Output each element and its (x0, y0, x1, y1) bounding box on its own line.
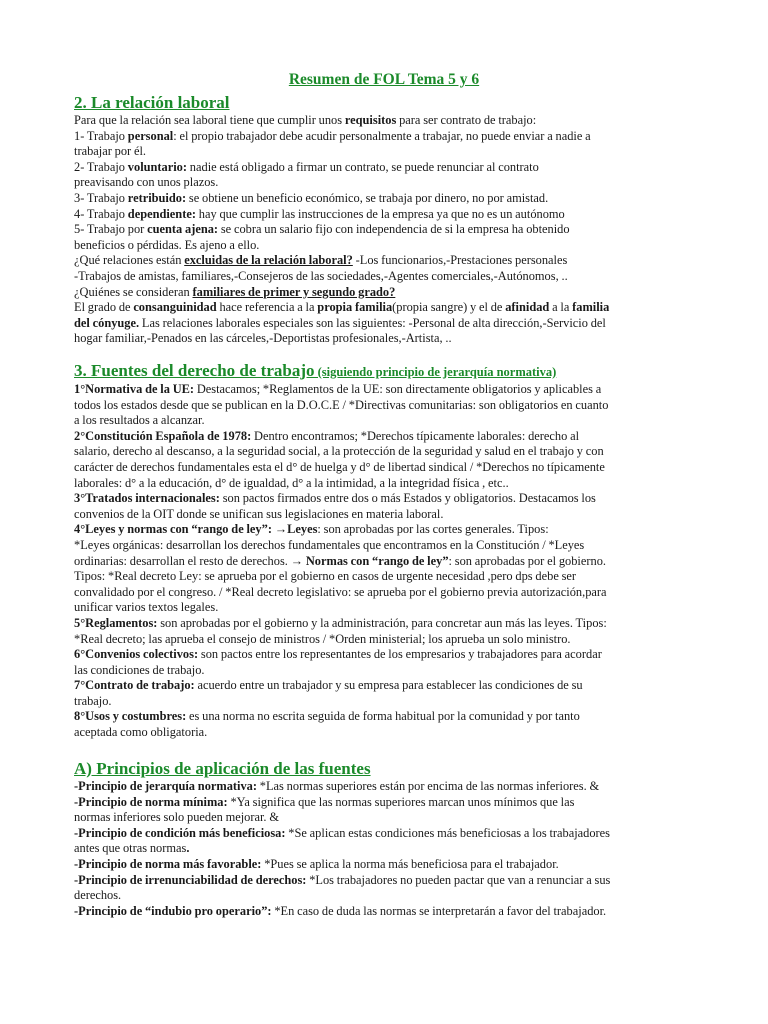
requisito-item: 3- Trabajo retribuido: se obtiene un beneficio económico, se trabaja por dinero, no por amistad. (74, 190, 549, 205)
fuente-item: 1°Normativa de la UE: Destacamos; *Reglamentos de la UE: son directamente obligatorios y aplicables a todos los estados desde que se publican en la D.O.C.E / *Directivas comunitarias: son obligatorios en cuanto a los resultados a alcanzar. (74, 382, 609, 428)
section-heading: A) Principios de aplicación de las fuentes (74, 759, 371, 778)
fuente-item: 8°Usos y costumbres: es una norma no escrita seguida de forma habitual por la comunidad y por tanto aceptada como obligatoria. (74, 709, 580, 740)
fuente-item: 3°Tratados internacionales: son pactos firmados entre dos o más Estados y obligatorios. Destacamos los convenios de la OIT donde se unifican sus legislaciones en materia laboral. (74, 491, 596, 521)
question-excluidas: ¿Qué relaciones están excluidas de la relación laboral? -Los funcionarios,-Prestaciones personales -Trabajos de amistas, familiares,-Consejeros de las sociedades,-Agentes comerciales,-Autónomos, .. (74, 253, 568, 283)
fuente-item: 7°Contrato de trabajo: acuerdo entre un trabajador y su empresa para establecer las condiciones de su trabajo. (74, 678, 583, 708)
section-heading: 3. Fuentes del derecho de trabajo (siguiendo principio de jerarquía normativa) (74, 361, 557, 380)
section-relacion-laboral (74, 93, 699, 347)
intro-paragraph: Para que la relación sea laboral tiene que cumplir unos requisitos para ser contrato de trabajo: (74, 113, 537, 127)
principio-item: -Principio de norma mínima: *Ya significa que las normas superiores marcan unos mínimos que las normas inferiores solo pueden mejorar. & (74, 794, 575, 825)
fuente-item: 6°Convenios colectivos: son pactos entre los representantes de los empresarios y trabajadores para acordar las condiciones de trabajo. (74, 647, 602, 677)
principio-item: -Principio de “indubio pro operario”: *En caso de duda las normas se interpretarán a favor del trabajador. (74, 903, 607, 918)
question-familiares: ¿Quiénes se consideran familiares de primer y segundo grado? (74, 284, 396, 299)
fuente-item: 5°Reglamentos: son aprobadas por el gobierno y la administración, para concretar aun más las leyes. Tipos: *Real decreto; las aprueba el consejo de ministros / *Orden ministerial; los aprueba un solo ministro. (74, 615, 607, 646)
consanguinidad-paragraph: El grado de consanguinidad hace referencia a la propia familia(propia sangre) y el de afinidad a la familia del cónyuge. Las relaciones laborales especiales son las siguientes: -Personal de alta dirección,-Servicio del hogar familiar,-Penados en las cárceles,-Deportistas profesionales,-Artista, .. (74, 300, 610, 346)
requisito-item: 2- Trabajo voluntario: nadie está obligado a firmar un contrato, se puede renunciar al contrato preavisando con unos plazos. (74, 159, 539, 190)
document-title: Resumen de FOL Tema 5 y 6 (288, 71, 480, 88)
section-fuentes-derecho (74, 361, 699, 741)
section-heading: 2. La relación laboral (74, 93, 230, 112)
principio-item: -Principio de norma más favorable: *Pues se aplica la norma más beneficiosa para el trabajador. (74, 856, 559, 871)
principio-item: -Principio de condición más beneficiosa: *Se aplican estas condiciones más beneficiosas a los trabajadores antes que otras normas. (74, 825, 611, 856)
section-principios-aplicacion (74, 759, 699, 919)
principio-item: -Principio de irrenunciabilidad de derechos: *Los trabajadores no pueden pactar que van a renunciar a sus derechos. (74, 872, 611, 903)
fuente-item: 4°Leyes y normas con “rango de ley”: →Leyes: son aprobadas por las cortes generales. Tipos: *Leyes orgánicas: desarrollan los derechos fundamentales que encontramos en la Constitución / *Leyes ordinarias: desarrollan el resto de derechos. → Normas con “rango de ley”: son aprobadas por el gobierno. Tipos: *Real decreto Ley: se aprueba por el gobierno en casos de urgente necesidad ,pero dps debe ser convalidado por el congreso. / *Real decreto legislativo: se aprueba por el gobierno previa autorización,para unificar varios textos legales. (74, 522, 607, 615)
requisito-item: 5- Trabajo por cuenta ajena: se cobra un salario fijo con independencia de si la empresa ha obtenido beneficios o pérdidas. Es ajeno a ello. (74, 222, 570, 252)
requisito-item: 1- Trabajo personal: el propio trabajador debe acudir personalmente a trabajar, no puede enviar a nadie a trabajar por él. (74, 128, 591, 159)
requisito-item: 4- Trabajo dependiente: hay que cumplir las instrucciones de la empresa ya que no es un autónomo (74, 206, 565, 221)
principio-item: -Principio de jerarquía normativa: *Las normas superiores están por encima de las normas inferiores. & (74, 779, 600, 793)
fuente-item: 2°Constitución Española de 1978: Dentro encontramos; *Derechos típicamente laborales: derecho al salario, derecho al descanso, a la seguridad social, a la protección de la seguridad y salud en el trabajo y con carácter de derechos fundamentales esta el d° de huelga y d° de libertad sindical / *Derechos no típicamente laborales: d° a la educación, d° de igualdad, d° a la intimidad, a la integridad física , etc.. (74, 428, 605, 490)
